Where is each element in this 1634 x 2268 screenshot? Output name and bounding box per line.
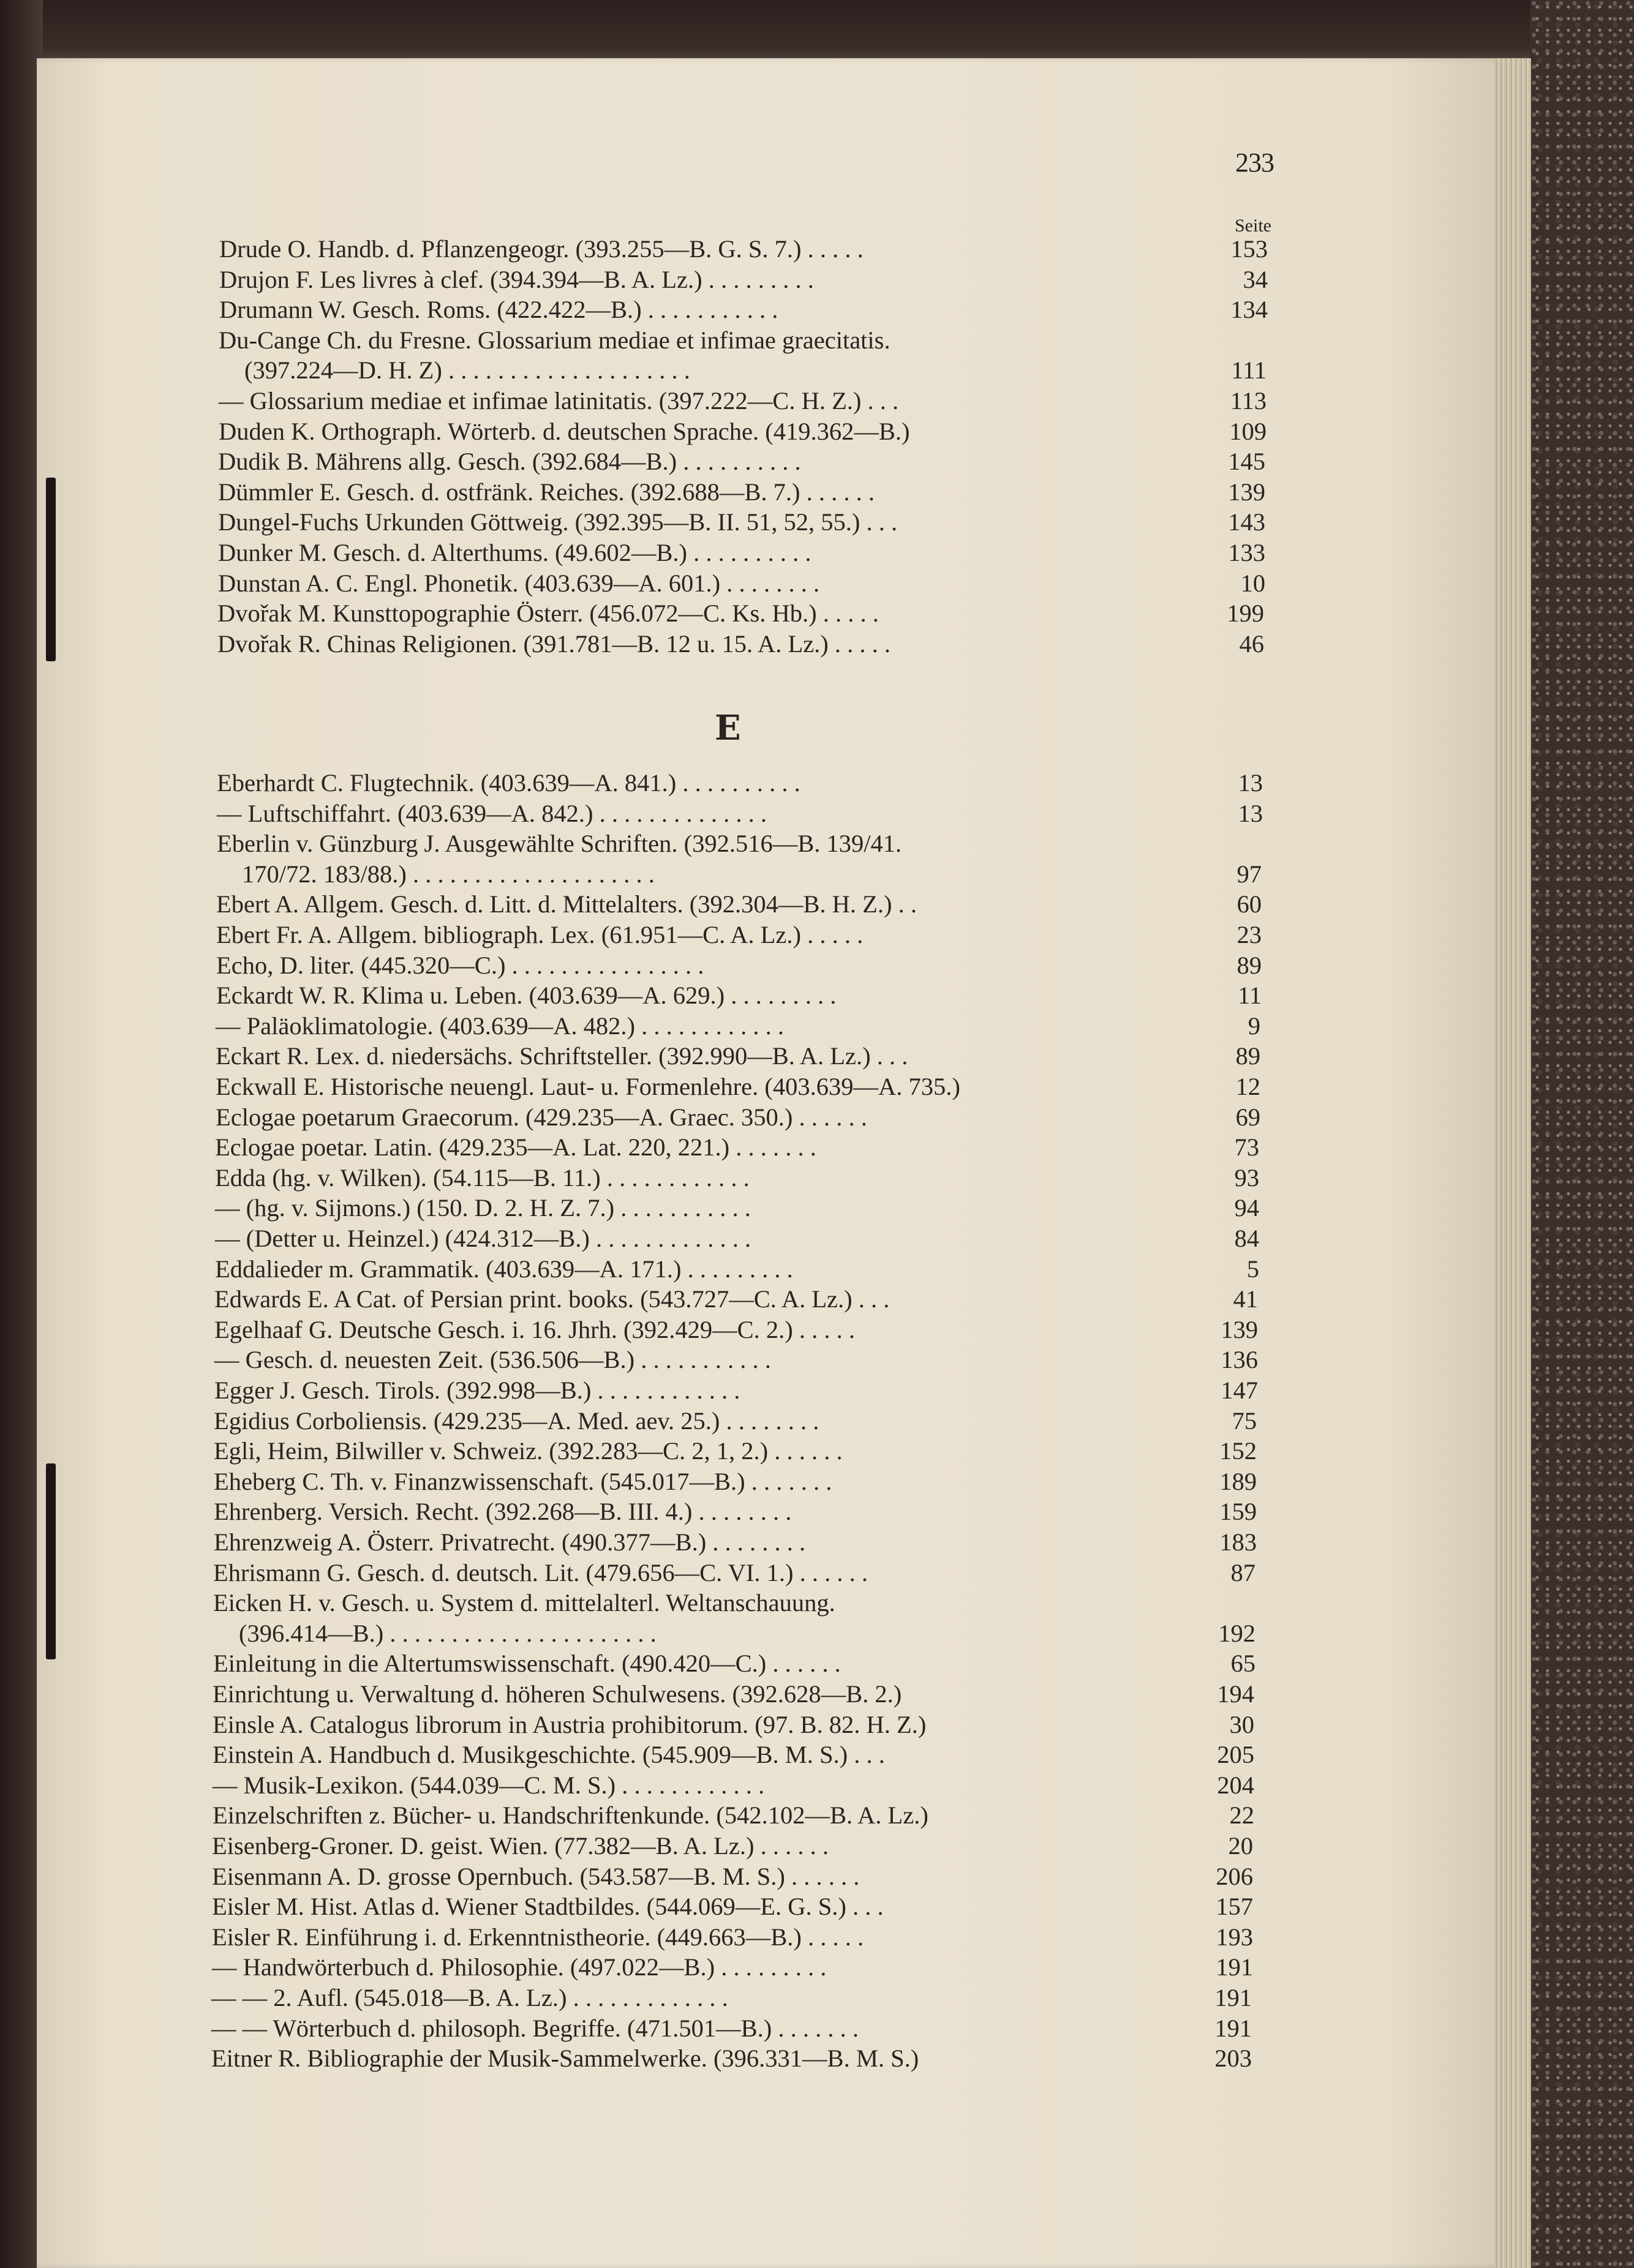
index-entry-text: Dümmler E. Gesch. d. ostfränk. Reiches. (392.688—B. 7.) . . . . . . <box>218 478 875 506</box>
index-entry-line <box>218 447 1267 476</box>
index-entry-line <box>214 1497 1262 1526</box>
index-entry-text: Eberhardt C. Flugtechnik. (403.639—A. 841.) . . . . . . . . . . <box>217 769 800 797</box>
index-entry-page: 11 <box>1238 982 1262 1009</box>
index-entry-text: Eicken H. v. Gesch. u. System d. mittelalterl. Weltanschauung. <box>213 1589 835 1617</box>
index-entry-text: Eckart R. Lex. d. niedersächs. Schriftsteller. (392.990—B. A. Lz.) . . . <box>216 1042 908 1070</box>
page-column-header: Seite <box>1235 216 1271 236</box>
index-entry-text: Dvořak R. Chinas Religionen. (391.781—B. 12 u. 15. A. Lz.) . . . . . <box>217 630 891 658</box>
index-entry-line <box>213 1558 1262 1588</box>
index-entry-line <box>216 1012 1264 1041</box>
index-entry-text: Ehrismann G. Gesch. d. deutsch. Lit. (479.656—C. VI. 1.) . . . . . . <box>213 1559 868 1586</box>
index-entry-text: — Musik-Lexikon. (544.039—C. M. S.) . . . . . . . . . . . . <box>213 1771 765 1799</box>
index-entry-line <box>215 1133 1263 1162</box>
index-entry-text: Egger J. Gesch. Tirols. (392.998—B.) . . . . . . . . . . . . <box>214 1376 740 1404</box>
index-entry-text: — Luftschiffahrt. (403.639—A. 842.) . . . . . . . . . . . . . . <box>217 800 767 827</box>
index-entry-page: 113 <box>1230 387 1267 415</box>
index-entry-line <box>213 1740 1261 1770</box>
index-entry-text: Eberlin v. Günzburg J. Ausgewählte Schriften. (392.516—B. 139/41. <box>217 830 902 857</box>
index-entry-line <box>214 1376 1263 1405</box>
index-entry-line <box>212 1831 1260 1861</box>
index-entry-page: 30 <box>1229 1711 1254 1738</box>
index-entry-text: Eheberg C. Th. v. Finanzwissenschaft. (545.017—B.) . . . . . . . <box>214 1468 832 1495</box>
index-entry-line <box>219 326 1267 355</box>
index-entry-line <box>219 265 1268 295</box>
index-entry-line <box>213 1771 1261 1800</box>
index-entry-text: Drumann W. Gesch. Roms. (422.422—B.) . . . . . . . . . . . <box>219 296 778 323</box>
index-entry-text: Dunker M. Gesch. d. Alterthums. (49.602—B.) . . . . . . . . . . <box>218 539 811 566</box>
index-entry-line <box>212 1862 1260 1891</box>
index-entry-page: 133 <box>1228 539 1265 566</box>
index-entry-page: 84 <box>1234 1225 1259 1252</box>
index-entry-line <box>213 1801 1261 1830</box>
index-entry-line <box>216 1072 1264 1102</box>
index-entry-text: Echo, D. liter. (445.320—C.) . . . . . . . . . . . . . . . . <box>216 952 704 979</box>
index-entry-text: — Handwörterbuch d. Philosophie. (497.022—B.) . . . . . . . . . <box>212 1953 827 1981</box>
index-entry-text: Dungel-Fuchs Urkunden Göttweig. (392.395—B. II. 51, 52, 55.) . . . <box>218 508 898 536</box>
index-entry-text: Ebert A. Allgem. Gesch. d. Litt. d. Mittelalters. (392.304—B. H. Z.) . . <box>216 890 917 918</box>
index-entry-line <box>215 1224 1263 1253</box>
index-entry-page: 147 <box>1221 1376 1258 1404</box>
index-entry-line <box>212 1923 1260 1952</box>
index-entry-page: 69 <box>1235 1103 1260 1131</box>
index-entry-page: 191 <box>1214 2015 1252 2042</box>
index-entry-text: Drude O. Handb. d. Pflanzengeogr. (393.255—B. G. S. 7.) . . . . . <box>219 235 864 263</box>
index-entry-line <box>214 1315 1263 1345</box>
index-entry-text: Einsle A. Catalogus librorum in Austria prohibitorum. (97. B. 82. H. Z.) <box>213 1711 927 1738</box>
index-entry-line <box>215 1255 1263 1284</box>
index-entry-page: 193 <box>1216 1923 1253 1951</box>
index-entry-text: Eddalieder m. Grammatik. (403.639—A. 171.) . . . . . . . . . <box>215 1255 793 1283</box>
index-entry-page: 9 <box>1248 1012 1260 1040</box>
index-entry-line <box>218 538 1267 568</box>
index-entry-page: 206 <box>1216 1863 1253 1890</box>
index-entry-page: 22 <box>1229 1801 1254 1829</box>
index-entry-page: 136 <box>1221 1346 1258 1373</box>
index-entry-line <box>219 295 1268 325</box>
index-entry-line <box>218 569 1267 598</box>
index-entry-text: — Paläoklimatologie. (403.639—A. 482.) . . . . . . . . . . . . <box>216 1012 785 1040</box>
index-entry-text: Egelhaaf G. Deutsche Gesch. i. 16. Jhrh. (392.429—C. 2.) . . . . . <box>214 1316 856 1343</box>
index-entry-text: Einstein A. Handbuch d. Musikgeschichte. (545.909—B. M. S.) . . . <box>213 1741 885 1768</box>
index-entry-page: 183 <box>1219 1528 1257 1556</box>
index-entry-page: 153 <box>1230 235 1268 263</box>
index-entry-page: 194 <box>1217 1680 1254 1708</box>
index-entry-line <box>215 1193 1263 1223</box>
index-entry-text: Dvořak M. Kunsttopographie Österr. (456.072—C. Ks. Hb.) . . . . . <box>217 599 879 627</box>
index-entry-page: 199 <box>1227 599 1264 627</box>
index-entry-text: (396.414—B.) . . . . . . . . . . . . . . . . . . . . . . <box>239 1620 657 1647</box>
index-entry-text: Edda (hg. v. Wilken). (54.115—B. 11.) . . . . . . . . . . . . <box>215 1164 750 1192</box>
index-entry-text: 170/72. 183/88.) . . . . . . . . . . . . . . . . . . . . <box>242 860 655 888</box>
index-entry-line <box>216 981 1265 1010</box>
index-entry-page: 94 <box>1234 1194 1259 1222</box>
index-entry-page: 109 <box>1229 418 1267 445</box>
index-entry-page: 73 <box>1234 1133 1259 1161</box>
index-entry-text: Eclogae poetarum Graecorum. (429.235—A. Graec. 350.) . . . . . . <box>216 1103 867 1131</box>
index-entry-text: — Gesch. d. neuesten Zeit. (536.506—B.) . . . . . . . . . . . <box>214 1346 771 1373</box>
index-entry-text: Ehrenberg. Versich. Recht. (392.268—B. III. 4.) . . . . . . . . <box>214 1498 792 1525</box>
index-entry-page: 205 <box>1217 1741 1254 1768</box>
index-entry-line <box>213 1680 1261 1709</box>
index-entry-page: 152 <box>1219 1437 1257 1465</box>
index-entry-line <box>216 951 1265 980</box>
index-entry-line <box>219 235 1268 264</box>
index-entry-line <box>212 1892 1260 1921</box>
index-entry-text: Duden K. Orthograph. Wörterb. d. deutschen Sprache. (419.362—B.) <box>219 418 910 445</box>
page-number: 233 <box>1235 148 1274 178</box>
index-entry-page: 5 <box>1246 1255 1259 1283</box>
index-entry-text: — Glossarium mediae et infimae latinitatis. (397.222—C. H. Z.) . . . <box>219 387 899 415</box>
index-entry-text: Edwards E. A Cat. of Persian print. books. (543.727—C. A. Lz.) . . . <box>214 1285 890 1313</box>
index-entry-line <box>213 1710 1261 1740</box>
index-entry-text: Drujon F. Les livres à clef. (394.394—B. A. Lz.) . . . . . . . . . <box>219 266 814 293</box>
index-entry-page: 111 <box>1231 356 1267 384</box>
index-entry-line <box>214 1467 1262 1496</box>
index-entry-line <box>218 508 1267 537</box>
index-entry-line <box>213 1649 1262 1678</box>
index-entry-line <box>212 1953 1260 1982</box>
index-entry-text: Ehrenzweig A. Österr. Privatrecht. (490.377—B.) . . . . . . . . <box>214 1528 806 1556</box>
index-entry-line <box>217 629 1266 659</box>
index-entry-line <box>211 1983 1260 2013</box>
index-entry-text: Eitner R. Bibliographie der Musik-Sammelwerke. (396.331—B. M. S.) <box>211 2045 919 2072</box>
index-entry-page: 97 <box>1237 860 1262 888</box>
index-entry-line <box>218 478 1267 507</box>
index-entry-text: Ebert Fr. A. Allgem. bibliograph. Lex. (61.951—C. A. Lz.) . . . . . <box>216 921 864 948</box>
index-entry-page: 13 <box>1238 800 1263 827</box>
index-entry-line <box>216 920 1265 950</box>
index-entry-text: Eisenmann A. D. grosse Opernbuch. (543.587—B. M. S.) . . . . . . <box>212 1863 860 1890</box>
index-entry-page: 139 <box>1221 1316 1258 1343</box>
index-entry-text: — — 2. Aufl. (545.018—B. A. Lz.) . . . . . . . . . . . . . <box>211 1984 728 2011</box>
index-entry-page: 145 <box>1228 448 1265 475</box>
index-entry-page: 89 <box>1235 1042 1260 1070</box>
index-entry-text: Einzelschriften z. Bücher- u. Handschriftenkunde. (542.102—B. A. Lz.) <box>213 1801 928 1829</box>
index-entry-text: — (Detter u. Heinzel.) (424.312—B.) . . . . . . . . . . . . . <box>215 1225 751 1252</box>
index-entry-page: 87 <box>1230 1559 1256 1586</box>
index-entry-line <box>217 799 1265 828</box>
index-entry-text: — (hg. v. Sijmons.) (150. D. 2. H. Z. 7.) . . . . . . . . . . . <box>215 1194 751 1222</box>
index-entry-line <box>215 1163 1263 1193</box>
index-entry-text: Eckardt W. R. Klima u. Leben. (403.639—A. 629.) . . . . . . . . . <box>216 982 837 1009</box>
index-entry-page: 12 <box>1235 1073 1260 1100</box>
index-entry-text: — — Wörterbuch d. philosoph. Begriffe. (471.501—B.) . . . . . . . <box>211 2015 859 2042</box>
index-entry-page: 10 <box>1240 569 1265 597</box>
index-entry-page: 189 <box>1219 1468 1257 1495</box>
index-entry-page: 65 <box>1230 1650 1256 1677</box>
index-entry-text: Eisler M. Hist. Atlas d. Wiener Stadtbildes. (544.069—E. G. S.) . . . <box>212 1893 884 1920</box>
index-entry-text: Du-Cange Ch. du Fresne. Glossarium mediae et infimae graecitatis. <box>219 326 890 354</box>
index-entry-line <box>214 1406 1262 1436</box>
index-entry-text: Egli, Heim, Bilwiller v. Schweiz. (392.283—C. 2, 1, 2.) . . . . . . <box>214 1437 843 1465</box>
index-entry-line <box>216 1042 1264 1071</box>
index-entry-page: 41 <box>1233 1285 1258 1313</box>
index-entry-text: Dunstan A. C. Engl. Phonetik. (403.639—A. 601.) . . . . . . . . <box>218 569 820 597</box>
index-entry-page: 89 <box>1237 952 1262 979</box>
index-entry-page: 143 <box>1228 508 1265 536</box>
index-entry-line <box>217 768 1265 798</box>
index-entry-page: 23 <box>1237 921 1262 948</box>
index-entry-text: Eisler R. Einführung i. d. Erkenntnistheorie. (449.663—B.) . . . . . <box>212 1923 864 1951</box>
index-entry-line <box>214 1345 1263 1375</box>
index-entry-text: Eisenberg-Groner. D. geist. Wien. (77.382—B. A. Lz.) . . . . . . <box>212 1832 829 1860</box>
index-entry-text: (397.224—D. H. Z) . . . . . . . . . . . . . . . . . . . . <box>244 356 690 384</box>
index-entry-text: Eckwall E. Historische neuengl. Laut- u. Formenlehre. (403.639—A. 735.) <box>216 1073 960 1100</box>
index-entry-page: 46 <box>1239 630 1264 658</box>
index-entry-line <box>216 890 1265 919</box>
index-entry-line <box>242 860 1265 889</box>
index-entry-text: Einleitung in die Altertumswissenschaft. (490.420—C.) . . . . . . <box>213 1650 841 1677</box>
index-entry-line <box>214 1528 1262 1557</box>
index-entry-page: 134 <box>1230 296 1268 323</box>
index-entry-line <box>217 829 1265 858</box>
index-entry-page: 204 <box>1217 1771 1254 1799</box>
index-entry-page: 75 <box>1232 1407 1257 1435</box>
index-entry-page: 203 <box>1214 2045 1252 2072</box>
index-entry-page: 139 <box>1228 478 1265 506</box>
index-entry-page: 20 <box>1228 1832 1253 1860</box>
index-entry-page: 157 <box>1216 1893 1253 1920</box>
index-entry-text: Eclogae poetar. Latin. (429.235—A. Lat. 220, 221.) . . . . . . . <box>215 1133 816 1161</box>
index-entry-page: 34 <box>1243 266 1268 293</box>
index-entry-text: Dudik B. Mährens allg. Gesch. (392.684—B.) . . . . . . . . . . <box>218 448 801 475</box>
index-entry-line <box>244 356 1267 385</box>
index-entry-page: 191 <box>1216 1953 1253 1981</box>
index-entry-text: Egidius Corboliensis. (429.235—A. Med. aev. 25.) . . . . . . . . <box>214 1407 819 1435</box>
index-entry-line <box>211 2014 1260 2043</box>
index-entry-line <box>214 1285 1263 1314</box>
index-entry-page: 192 <box>1218 1620 1256 1647</box>
index-entry-line <box>216 1103 1264 1132</box>
index-entry-line <box>219 386 1267 416</box>
index-entry-line <box>214 1436 1262 1466</box>
index-entry-line <box>217 599 1266 628</box>
index-entry-line <box>213 1588 1262 1618</box>
index-entry-line <box>239 1619 1262 1648</box>
section-heading: E <box>715 708 741 748</box>
index-entry-page: 60 <box>1237 890 1262 918</box>
index-entry-page: 93 <box>1234 1164 1259 1192</box>
index-entry-page: 13 <box>1238 769 1263 797</box>
index-entry-line <box>211 2044 1260 2073</box>
index-entry-page: 159 <box>1219 1498 1257 1525</box>
index-entry-line <box>219 417 1267 446</box>
index-entry-page: 191 <box>1214 1984 1252 2011</box>
index-entry-text: Einrichtung u. Verwaltung d. höheren Schulwesens. (392.628—B. 2.) <box>213 1680 902 1708</box>
